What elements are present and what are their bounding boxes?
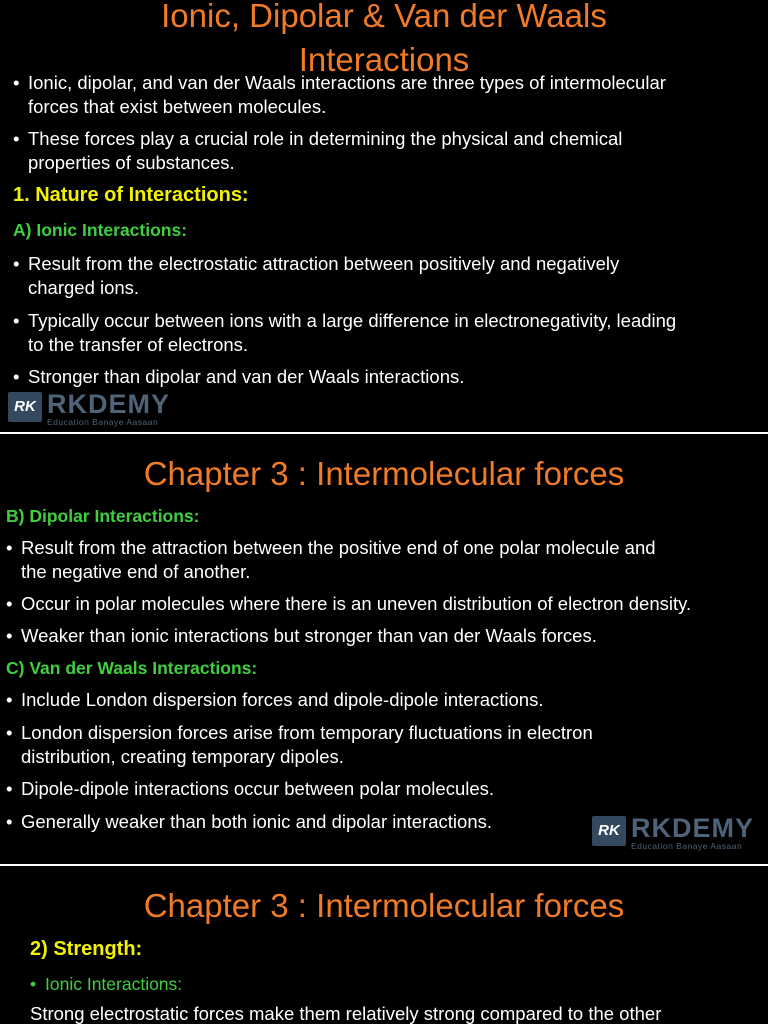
logo-word: RKDEMY xyxy=(47,389,171,419)
sub-heading-vdw: C) Van der Waals Interactions: xyxy=(6,658,258,678)
logo-mark: RK xyxy=(8,392,42,422)
rkdemy-logo xyxy=(592,813,755,851)
section-heading: 2) Strength: xyxy=(30,938,143,960)
slide-title-line2: Interactions xyxy=(298,41,470,78)
slide-title: Chapter 3 : Intermolecular forces xyxy=(143,455,625,492)
rkdemy-logo xyxy=(8,389,171,427)
sub-heading-ionic: A) Ionic Interactions: xyxy=(13,220,188,240)
slide-3 xyxy=(0,866,768,1024)
slide-title-line1: Ionic, Dipolar & Van der Waals xyxy=(161,0,607,34)
bullet-item: • Result from the electrostatic attraction between positively and negatively charged ions. xyxy=(13,252,619,300)
logo-word: RKDEMY xyxy=(631,813,755,843)
bullet-item: • London dispersion forces arise from temporary fluctuations in electron distribution, creating temporary dipoles. xyxy=(6,721,593,769)
body-text: Strong electrostatic forces make them relatively strong compared to the other xyxy=(30,1003,662,1024)
section-heading: 1. Nature of Interactions: xyxy=(13,184,249,206)
slide-title: Chapter 3 : Intermolecular forces xyxy=(143,887,625,924)
bullet-item: • Include London dispersion forces and dipole-dipole interactions. xyxy=(6,688,543,712)
slide-2 xyxy=(0,434,768,864)
bullet-item: • Dipole-dipole interactions occur between polar molecules. xyxy=(6,777,494,801)
bullet-item: • These forces play a crucial role in determining the physical and chemical properties of substances. xyxy=(13,127,622,175)
bullet-item: • Typically occur between ions with a large difference in electronegativity, leading to the transfer of electrons. xyxy=(13,309,676,357)
logo-mark: RK xyxy=(592,816,626,846)
bullet-item: • Result from the attraction between the positive end of one polar molecule and the negative end of another. xyxy=(6,536,656,584)
slide-1 xyxy=(0,0,768,432)
bullet-item: • Ionic, dipolar, and van der Waals interactions are three types of intermolecular forces that exist between molecules. xyxy=(13,71,666,119)
logo-tagline: Education Banaye Aasaan xyxy=(47,417,159,427)
sub-heading-dipolar: B) Dipolar Interactions: xyxy=(6,506,200,526)
sub-bullet-ionic: • Ionic Interactions: xyxy=(30,972,182,996)
bullet-item: • Stronger than dipolar and van der Waals interactions. xyxy=(13,365,464,389)
bullet-item: • Generally weaker than both ionic and dipolar interactions. xyxy=(6,810,492,834)
bullet-item: • Weaker than ionic interactions but stronger than van der Waals forces. xyxy=(6,624,597,648)
logo-tagline: Education Banaye Aasaan xyxy=(631,841,743,851)
bullet-item: • Occur in polar molecules where there is an uneven distribution of electron density. xyxy=(6,592,691,616)
